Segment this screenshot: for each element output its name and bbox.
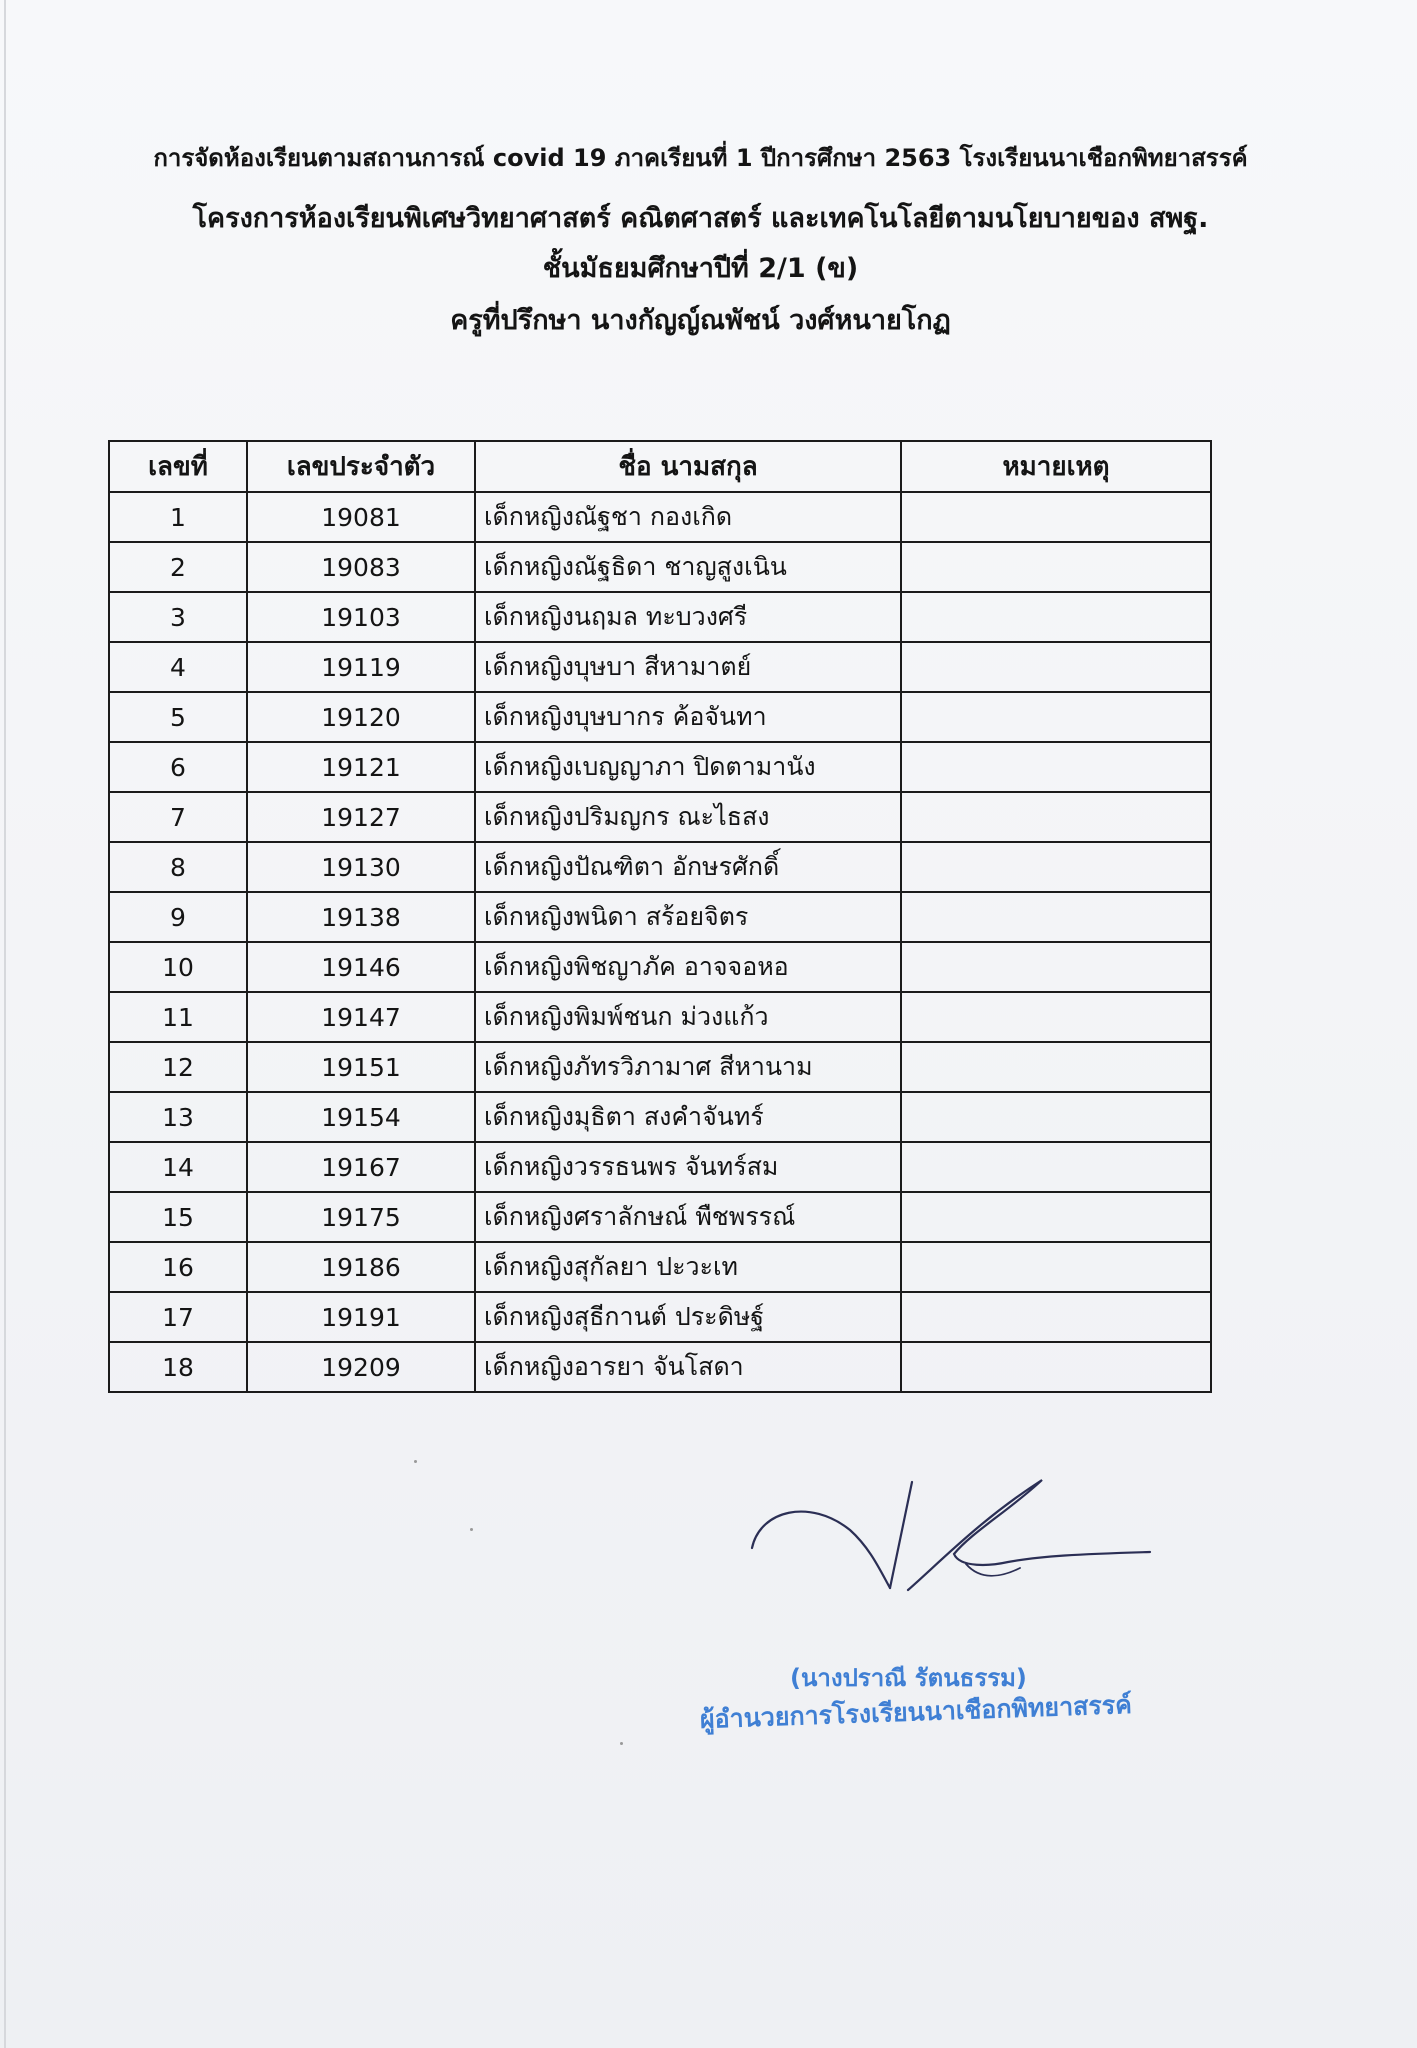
- table-row: [109, 642, 1211, 692]
- table-row: [109, 1342, 1211, 1392]
- row-number-cell: 2: [109, 542, 247, 592]
- student-id-cell: 19130: [247, 842, 475, 892]
- student-id-cell: 19121: [247, 742, 475, 792]
- remark-cell: [901, 942, 1211, 992]
- student-name-cell: เด็กหญิงณัฐธิดา ชาญสูงเนิน: [475, 542, 901, 592]
- student-id-cell: 19175: [247, 1192, 475, 1242]
- student-id-cell: 19103: [247, 592, 475, 642]
- row-number-cell: 11: [109, 992, 247, 1042]
- table-row: [109, 1242, 1211, 1292]
- table-row: [109, 1192, 1211, 1242]
- student-id-cell: 19081: [247, 492, 475, 542]
- remark-cell: [901, 742, 1211, 792]
- student-id-cell: 19167: [247, 1142, 475, 1192]
- paper-speck: [470, 1528, 473, 1531]
- table-row: [109, 892, 1211, 942]
- row-number-cell: 17: [109, 1292, 247, 1342]
- remark-cell: [901, 542, 1211, 592]
- remark-cell: [901, 1342, 1211, 1392]
- table-row: [109, 1092, 1211, 1142]
- student-id-cell: 19127: [247, 792, 475, 842]
- student-id-cell: 19147: [247, 992, 475, 1042]
- header-line-advisor: ครูที่ปรึกษา นางกัญญ์ณพัชน์ วงศ์หนายโกฏ: [450, 305, 951, 336]
- signatory-name: (นางปราณี รัตนธรรม): [790, 1664, 1027, 1692]
- table-row: [109, 992, 1211, 1042]
- remark-cell: [901, 642, 1211, 692]
- column-header-number: เลขที่: [109, 441, 247, 492]
- student-name-cell: เด็กหญิงสุธีกานต์ ประดิษฐ์: [475, 1292, 901, 1342]
- student-name-cell: เด็กหญิงอารยา จันโสดา: [475, 1342, 901, 1392]
- table-header-row: [109, 441, 1211, 492]
- table-row: [109, 792, 1211, 842]
- student-name-cell: เด็กหญิงบุษบา สีหามาตย์: [475, 642, 901, 692]
- remark-cell: [901, 842, 1211, 892]
- row-number-cell: 12: [109, 1042, 247, 1092]
- student-name-cell: เด็กหญิงพิมพ์ชนก ม่วงแก้ว: [475, 992, 901, 1042]
- remark-cell: [901, 592, 1211, 642]
- column-header-name: ชื่อ นามสกุล: [475, 441, 901, 492]
- student-name-cell: เด็กหญิงสุกัลยา ปะวะเท: [475, 1242, 901, 1292]
- student-name-cell: เด็กหญิงพนิดา สร้อยจิตร: [475, 892, 901, 942]
- row-number-cell: 3: [109, 592, 247, 642]
- header-line-2: โครงการห้องเรียนพิเศษวิทยาศาสตร์ คณิตศาสตร์ และเทคโนโลยีตามนโยบายของ สพฐ.: [192, 203, 1209, 234]
- student-name-cell: เด็กหญิงบุษบากร ค้อจันทา: [475, 692, 901, 742]
- header-line-1: การจัดห้องเรียนตามสถานการณ์ covid 19 ภาคเรียนที่ 1 ปีการศึกษา 2563 โรงเรียนนาเชือกพิทยาสรรค์: [153, 144, 1248, 172]
- row-number-cell: 8: [109, 842, 247, 892]
- student-name-cell: เด็กหญิงภัทรวิภามาศ สีหานาม: [475, 1042, 901, 1092]
- row-number-cell: 13: [109, 1092, 247, 1142]
- student-name-cell: เด็กหญิงปริมญกร ณะไธสง: [475, 792, 901, 842]
- remark-cell: [901, 992, 1211, 1042]
- student-id-cell: 19209: [247, 1342, 475, 1392]
- student-id-cell: 19154: [247, 1092, 475, 1142]
- student-id-cell: 19191: [247, 1292, 475, 1342]
- remark-cell: [901, 1092, 1211, 1142]
- student-id-cell: 19186: [247, 1242, 475, 1292]
- row-number-cell: 18: [109, 1342, 247, 1392]
- student-id-cell: 19119: [247, 642, 475, 692]
- remark-cell: [901, 1192, 1211, 1242]
- remark-cell: [901, 492, 1211, 542]
- table-row: [109, 942, 1211, 992]
- remark-cell: [901, 1242, 1211, 1292]
- table-row: [109, 842, 1211, 892]
- paper-speck: [620, 1742, 623, 1745]
- header-line-class: ชั้นมัธยมศึกษาปีที่ 2/1 (ข): [542, 253, 859, 284]
- student-name-cell: เด็กหญิงนฤมล ทะบวงศรี: [475, 592, 901, 642]
- remark-cell: [901, 1042, 1211, 1092]
- row-number-cell: 16: [109, 1242, 247, 1292]
- row-number-cell: 14: [109, 1142, 247, 1192]
- student-id-cell: 19120: [247, 692, 475, 742]
- student-name-cell: เด็กหญิงเบญญาภา ปิดตามานัง: [475, 742, 901, 792]
- student-roster-table: [108, 440, 1212, 1393]
- table-row: [109, 1042, 1211, 1092]
- row-number-cell: 10: [109, 942, 247, 992]
- table-row: [109, 592, 1211, 642]
- row-number-cell: 6: [109, 742, 247, 792]
- row-number-cell: 15: [109, 1192, 247, 1242]
- row-number-cell: 4: [109, 642, 247, 692]
- student-id-cell: 19146: [247, 942, 475, 992]
- table-row: [109, 692, 1211, 742]
- remark-cell: [901, 792, 1211, 842]
- row-number-cell: 9: [109, 892, 247, 942]
- column-header-remarks: หมายเหตุ: [901, 441, 1211, 492]
- table-row: [109, 542, 1211, 592]
- student-name-cell: เด็กหญิงณัฐชา กองเกิด: [475, 492, 901, 542]
- row-number-cell: 1: [109, 492, 247, 542]
- table-row: [109, 492, 1211, 542]
- table-row: [109, 1142, 1211, 1192]
- paper-speck: [414, 1460, 417, 1463]
- student-name-cell: เด็กหญิงวรรธนพร จันทร์สม: [475, 1142, 901, 1192]
- signature-image: [740, 1470, 1160, 1600]
- student-name-cell: เด็กหญิงศราลักษณ์ พืชพรรณ์: [475, 1192, 901, 1242]
- remark-cell: [901, 692, 1211, 742]
- student-name-cell: เด็กหญิงพิชญาภัค อาจจอหอ: [475, 942, 901, 992]
- student-name-cell: เด็กหญิงมุธิตา สงคำจันทร์: [475, 1092, 901, 1142]
- remark-cell: [901, 1292, 1211, 1342]
- signatory-title: ผู้อำนวยการโรงเรียนนาเชือกพิทยาสรรค์: [699, 1689, 1133, 1734]
- student-id-cell: 19151: [247, 1042, 475, 1092]
- student-id-cell: 19083: [247, 542, 475, 592]
- row-number-cell: 5: [109, 692, 247, 742]
- row-number-cell: 7: [109, 792, 247, 842]
- table-row: [109, 1292, 1211, 1342]
- student-name-cell: เด็กหญิงปัณฑิตา อักษรศักดิ์: [475, 842, 901, 892]
- remark-cell: [901, 892, 1211, 942]
- column-header-student-id: เลขประจำตัว: [247, 441, 475, 492]
- remark-cell: [901, 1142, 1211, 1192]
- student-id-cell: 19138: [247, 892, 475, 942]
- table-row: [109, 742, 1211, 792]
